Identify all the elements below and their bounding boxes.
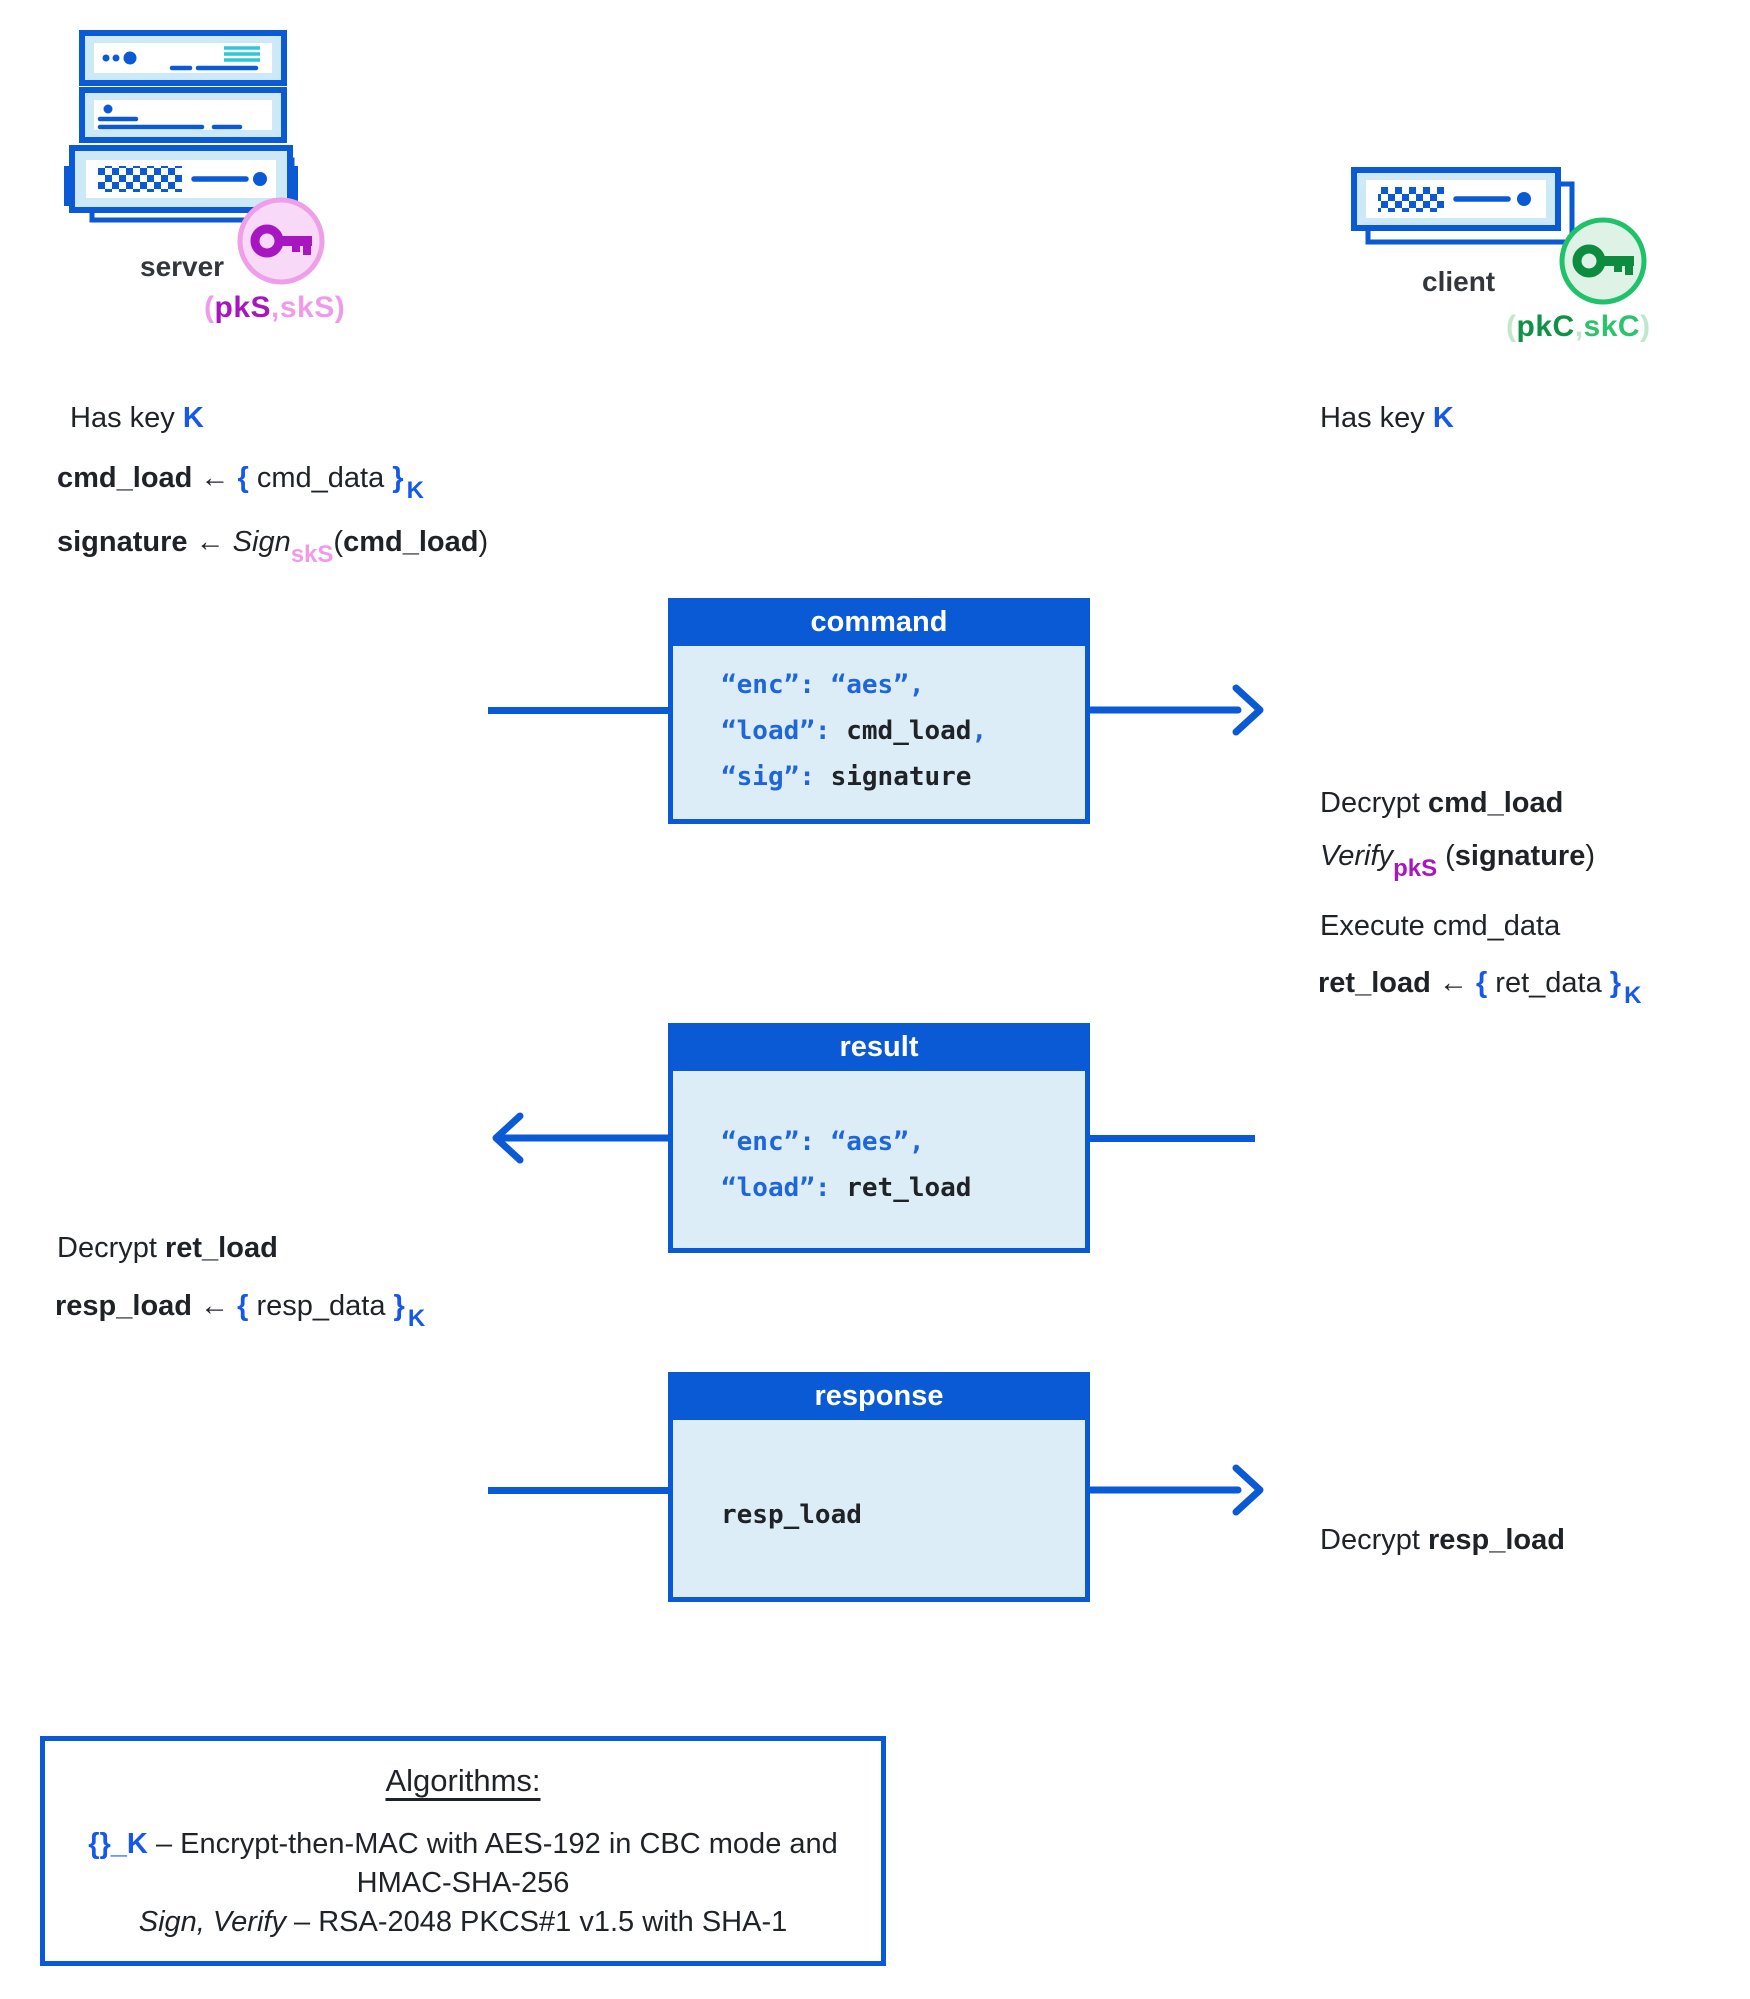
has-key-text: Has key [70, 402, 183, 434]
client-keypair-open: ( [1506, 310, 1517, 343]
client-public-key: pkC [1516, 310, 1575, 343]
resp-data-var: resp_data [248, 1290, 394, 1322]
resp-load-var: resp_load [55, 1290, 192, 1322]
response-arrow-right-icon [1088, 1462, 1268, 1518]
open-brace: { [1475, 967, 1488, 999]
response-line-left [488, 1487, 670, 1494]
cmd-load-var: cmd_load [57, 462, 193, 494]
command-line-enc: “enc”: “aes”, [721, 670, 925, 700]
command-line-load: “load”: cmd_load, [721, 716, 988, 746]
ret-load-arg: ret_load [164, 1232, 278, 1264]
close-brace: } [393, 1290, 405, 1322]
server-key-icon [234, 194, 328, 288]
close-paren: ) [478, 526, 489, 558]
result-line-load: “load”: ret_load [721, 1173, 972, 1203]
client-secret-key: skC [1583, 310, 1641, 343]
command-title: command [673, 603, 1085, 646]
note-signature-assign [57, 524, 488, 570]
result-line-right [1090, 1135, 1255, 1142]
client-keypair-sep: , [1574, 310, 1584, 343]
close-brace: } [392, 462, 404, 494]
key-k-subscript: K [1624, 982, 1642, 1009]
result-title: result [673, 1028, 1085, 1071]
note-decrypt-resp-load [1320, 1522, 1565, 1558]
note-verify-signature [1320, 838, 1595, 884]
open-paren: ( [333, 526, 344, 558]
etm-symbol: {}_K [88, 1828, 148, 1860]
result-line-enc: “enc”: “aes”, [721, 1127, 925, 1157]
server-label: server [140, 251, 225, 282]
verify-fn: Verify [1320, 840, 1394, 872]
key-k: K [1432, 402, 1454, 434]
open-paren: ( [1437, 840, 1455, 872]
client-keypair-label [1506, 310, 1651, 344]
note-client-has-key [1320, 400, 1454, 436]
server-keypair-sep: , [271, 291, 280, 324]
client-keypair-close: ) [1640, 310, 1651, 343]
server-keypair-open: ( [204, 291, 215, 324]
sign-fn: Sign [232, 526, 291, 558]
ret-load-var: ret_load [1318, 967, 1431, 999]
note-decrypt-cmd-load [1320, 785, 1563, 821]
server-secret-key: skS [279, 291, 335, 324]
assign-arrow: ← [1430, 967, 1476, 999]
algorithms-box [40, 1736, 886, 1966]
algorithm-etm-line [45, 1825, 881, 1864]
algorithm-etm-line2: HMAC-SHA-256 [356, 1867, 570, 1899]
client-key-icon [1556, 214, 1650, 308]
assign-arrow: ← [192, 462, 238, 494]
response-title: response [673, 1377, 1085, 1420]
open-brace: { [237, 462, 249, 494]
client-device-icon [1346, 166, 1590, 270]
note-resp-load-assign [55, 1288, 425, 1334]
server-keypair-close: ) [334, 291, 346, 324]
command-line-left [488, 707, 670, 714]
close-paren: ) [1585, 840, 1595, 872]
note-ret-load-assign [1318, 965, 1641, 1011]
decrypt-text: Decrypt [1320, 1524, 1428, 1556]
result-arrow-left-icon [470, 1110, 672, 1166]
key-k-subscript: K [407, 1305, 426, 1332]
signature-description: – RSA-2048 PKCS#1 v1.5 with SHA-1 [285, 1906, 788, 1938]
has-key-text: Has key [1320, 402, 1433, 434]
execute-text: Execute cmd_data [1320, 910, 1561, 942]
server-keypair-label [204, 291, 345, 325]
client-label: client [1422, 266, 1496, 297]
message-box-command [668, 598, 1090, 824]
resp-load-arg: resp_load [1427, 1524, 1565, 1556]
command-line-sig: “sig”: signature [721, 762, 972, 792]
algorithms-title: Algorithms: [385, 1763, 541, 1798]
key-k-subscript: K [406, 477, 424, 504]
algorithm-signature-line [45, 1903, 881, 1942]
decrypt-text: Decrypt [57, 1232, 165, 1264]
signature-var: signature [57, 526, 188, 558]
response-line-load: resp_load [721, 1500, 862, 1530]
note-cmd-load-assign [57, 460, 424, 506]
cmd-load-arg: cmd_load [1427, 787, 1564, 819]
assign-arrow: ← [192, 1290, 238, 1322]
note-execute-cmd-data [1320, 908, 1560, 944]
cmd-load-arg: cmd_load [343, 526, 479, 558]
assign-arrow: ← [187, 526, 233, 558]
etm-description: – Encrypt-then-MAC with AES-192 in CBC mode and [147, 1828, 838, 1860]
decrypt-text: Decrypt [1320, 787, 1428, 819]
note-server-has-key [70, 400, 204, 436]
server-public-key: pkS [214, 291, 272, 324]
open-brace: { [237, 1290, 249, 1322]
key-k: K [182, 402, 204, 434]
message-box-response [668, 1372, 1090, 1602]
signature-arg: signature [1454, 840, 1586, 872]
pks-subscript: pkS [1393, 855, 1438, 882]
sks-subscript: skS [290, 541, 334, 568]
cmd-data-var: cmd_data [248, 462, 393, 494]
ret-data-var: ret_data [1487, 967, 1610, 999]
close-brace: } [1609, 967, 1622, 999]
sign-verify-fns: Sign, Verify [138, 1906, 286, 1938]
command-arrow-right-icon [1088, 682, 1268, 738]
message-box-result [668, 1023, 1090, 1253]
note-decrypt-ret-load [57, 1230, 278, 1266]
